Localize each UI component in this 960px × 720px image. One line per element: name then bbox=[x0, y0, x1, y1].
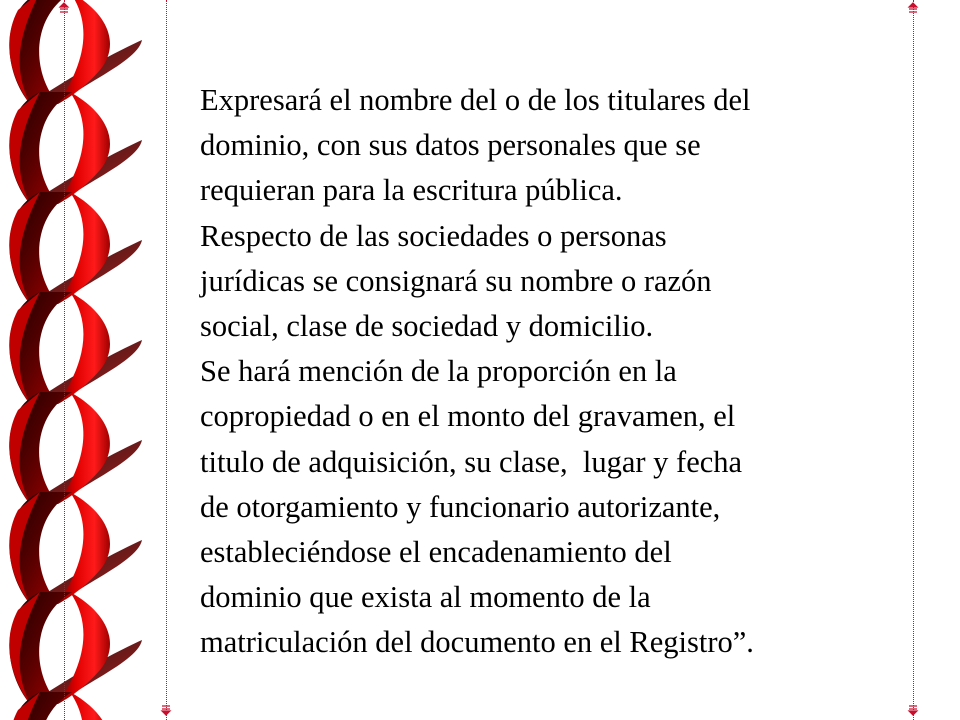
text-line: jurídicas se consignará su nombre o razón bbox=[200, 263, 712, 298]
guide-line-left bbox=[64, 0, 65, 720]
text-line: social, clase de sociedad y domicilio. bbox=[200, 309, 654, 344]
text-line: requieran para la escritura pública. bbox=[200, 173, 623, 208]
guide-line-right bbox=[913, 0, 914, 720]
text-line: estableciéndose el encadenamiento del bbox=[200, 535, 672, 570]
text-line: titulo de adquisición, su clase, lugar y fecha bbox=[200, 444, 743, 479]
text-line: Expresará el nombre del o de los titulares del bbox=[200, 83, 751, 117]
guide-marker-top-right-icon bbox=[907, 2, 919, 14]
guide-marker-top-left-icon bbox=[58, 2, 70, 14]
text-line: dominio que exista al momento de la bbox=[200, 580, 651, 615]
guide-marker-bottom-middle-icon bbox=[160, 704, 172, 716]
red-ribbon-border bbox=[0, 0, 160, 720]
text-line: Se hará mención de la proporción en la bbox=[200, 354, 677, 389]
guide-marker-bottom-right-icon bbox=[907, 704, 919, 716]
slide-body-text bbox=[200, 78, 890, 666]
text-line: matriculación del documento en el Registro”. bbox=[200, 625, 754, 660]
text-line: Respecto de las sociedades o personas bbox=[200, 218, 667, 253]
guide-line-middle bbox=[166, 0, 167, 720]
text-line: copropiedad o en el monto del gravamen, el bbox=[200, 399, 736, 434]
text-line: dominio, con sus datos personales que se bbox=[200, 128, 701, 163]
text-line: de otorgamiento y funcionario autorizante, bbox=[200, 489, 721, 524]
